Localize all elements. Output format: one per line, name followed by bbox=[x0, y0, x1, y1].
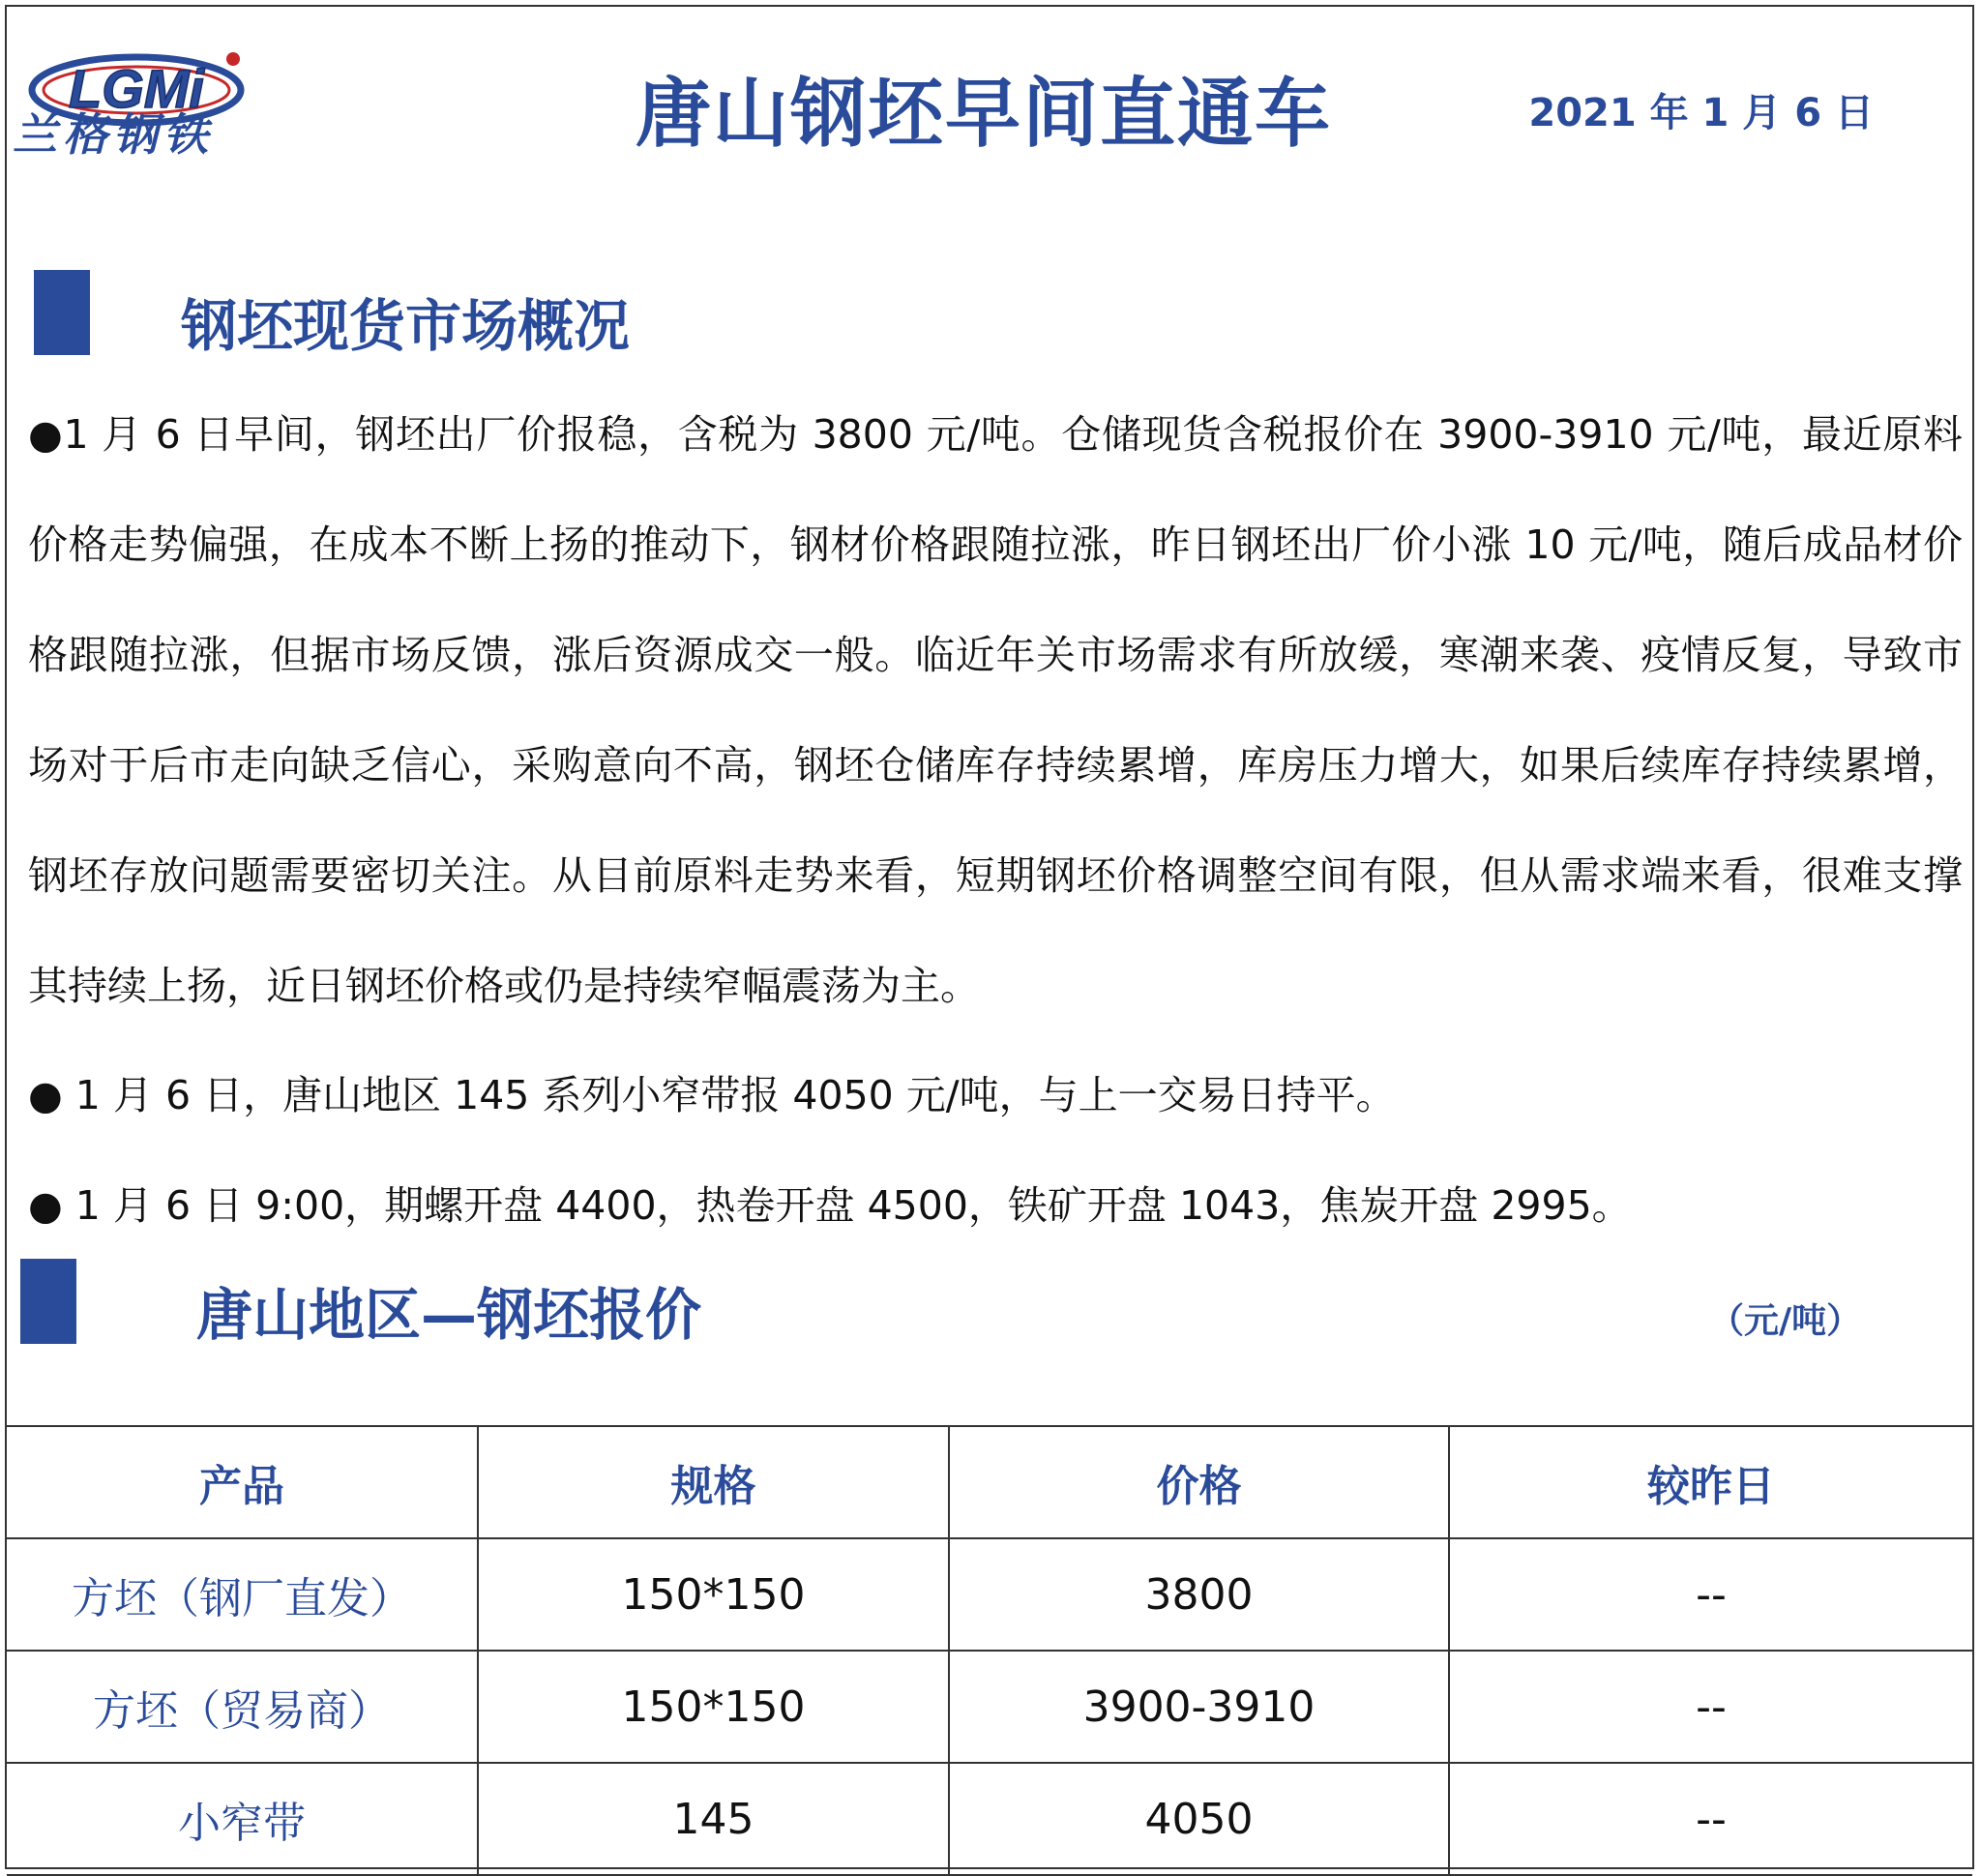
cell-price: 4050 bbox=[949, 1763, 1449, 1875]
report-page bbox=[5, 5, 1974, 1869]
cell-change: -- bbox=[1449, 1538, 1972, 1651]
section-title-quotes: 唐山地区—钢坯报价 bbox=[196, 1282, 702, 1348]
cell-spec: 150*150 bbox=[478, 1538, 949, 1651]
section-marker-icon bbox=[20, 1259, 76, 1344]
cell-product: 方坯（贸易商） bbox=[7, 1651, 478, 1763]
table-row bbox=[7, 1651, 1972, 1763]
cell-price: 3900-3910 bbox=[949, 1651, 1449, 1763]
logo-mark-text: LGMi bbox=[69, 58, 204, 119]
section-title-market: 钢坯现货市场概况 bbox=[181, 293, 631, 359]
column-header-spec: 规格 bbox=[478, 1426, 949, 1538]
table-row bbox=[7, 1538, 1972, 1651]
section-marker-icon bbox=[34, 270, 90, 355]
cell-product: 小窄带 bbox=[7, 1763, 478, 1875]
cell-price: 3800 bbox=[949, 1538, 1449, 1651]
report-title: 唐山钢坯早间直通车 bbox=[635, 71, 1332, 158]
cell-spec: 145 bbox=[478, 1763, 949, 1875]
market-summary-paragraph: ●1 月 6 日早间，钢坯出厂价报稳，含税为 3800 元/吨。仓储现货含税报价在 3900-3910 元/吨，最近原料价格走势偏强，在成本不断上扬的推动下，钢材价格跟随拉涨，昨日钢坯出厂价小涨 10 元/吨，随后成品材价格跟随拉涨，但据市场反馈，涨后资源成交一般。临近年关市场需求有所放缓，寒潮来袭、疫情反复，导致市场对于后市走向缺乏信心，采购意向不高，钢坯仓储库存持续累增，库房压力增大，如果后续库存持续累增，钢坯存放问题需要密切关注。从目前原料走势来看，短期钢坯价格调整空间有限，但从需求端来看，很难支撑其持续上扬，近日钢坯价格或仍是持续窄幅震荡为主。 bbox=[28, 411, 1963, 1009]
bullet-futures-open: ● 1 月 6 日 9:00，期螺开盘 4400，热卷开盘 4500，铁矿开盘 1043，焦炭开盘 2995。 bbox=[28, 1182, 1632, 1229]
table-row bbox=[7, 1763, 1972, 1875]
price-unit-label: （元/吨） bbox=[1709, 1301, 1862, 1341]
column-header-product: 产品 bbox=[7, 1426, 478, 1538]
report-date: 2021 年 1 月 6 日 bbox=[1528, 91, 1874, 135]
cell-change: -- bbox=[1449, 1651, 1972, 1763]
cell-spec: 150*150 bbox=[478, 1651, 949, 1763]
column-header-price: 价格 bbox=[949, 1426, 1449, 1538]
price-table bbox=[7, 1425, 1972, 1876]
cell-product: 方坯（钢厂直发） bbox=[7, 1538, 478, 1651]
logo-text: 兰格钢铁 bbox=[13, 108, 214, 161]
cell-change: -- bbox=[1449, 1763, 1972, 1875]
bullet-strip-price: ● 1 月 6 日，唐山地区 145 系列小窄带报 4050 元/吨，与上一交易日持平。 bbox=[28, 1072, 1396, 1118]
column-header-change: 较昨日 bbox=[1449, 1426, 1972, 1538]
table-header-row bbox=[7, 1426, 1972, 1538]
